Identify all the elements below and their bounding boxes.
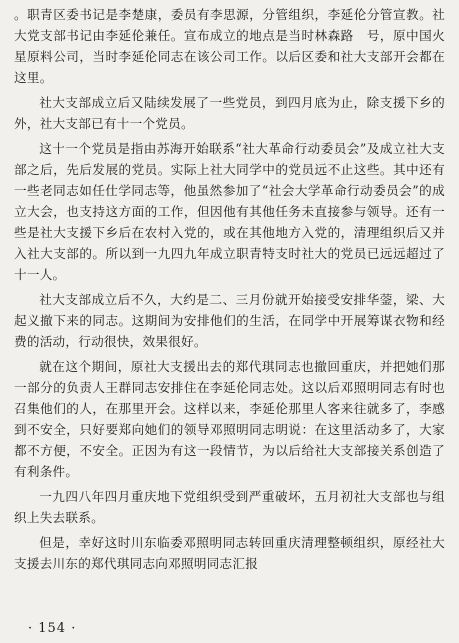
- paragraph: 但是，幸好这时川东临委邓照明同志转回重庆清理整顿组织，原经社大支援去川东的郑代琪同志向邓照明同志汇报: [14, 535, 445, 571]
- paragraph: 一九四八年四月重庆地下党组织受到严重破坏，五月初社大支部也与组织上失去联系。: [14, 489, 445, 525]
- paragraph: 社大支部成立后又陆续发展了一些党员，到四月底为止，除支援下乡的外，社大支部已有十一个党员。: [14, 95, 445, 131]
- page-number: · 154 ·: [28, 621, 77, 636]
- paragraph: 社大支部成立后不久，大约是二、三月份就开始接受安排华蓥，梁、大起义撤下来的同志。这期间为安排他们的生活，在同学中开展筹谋衣物和经费的活动，行动很快，效果很好。: [14, 292, 445, 349]
- paragraph: 这十一个党员是指由苏海开始联系“社大革命行动委员会”及成立社大支部之后，先后发展的党员。实际上社大同学中的党员远不止这些。其中还有一些老同志如任仕学同志等，他虽然参加了“社会大学革命行动委员会”的成立大会，也支持这方面的工作，但因他有其他任务未直接参与领导。还有一些是社大支援下乡后在农村入党的，或在其他地方入党的，清理组织后又并入社大支部的。所以到一九四九年成立职青特支时社大的党员已远远超过了十一人。: [14, 141, 445, 282]
- paragraph-continued: 。职青区委书记是李楚康，委员有李思源，分管组织，李延伦分管宣教。社大党支部书记由李延伦兼任。宣布成立的地点是当时林森路 号，原中国火星原料公司，当时李延伦同志在该公司工作。以后区委和社大支部开会都在这里。: [14, 7, 445, 85]
- paragraph: 就在这个期间，原社大支援出去的郑代琪同志也撤回重庆，并把她们那一部分的负责人王群同志安排住在李延伦同志处。这以后邓照明同志有时也召集他们的人，在那里开会。这样以来，李延伦那里人客来往就多了，李感到不安全，只好要郑向她们的领导邓照明同志明说：在这里活动多了，大家都不方便，不安全。正因为有这一段情节，为以后给社大支部接关系创造了有利条件。: [14, 359, 445, 479]
